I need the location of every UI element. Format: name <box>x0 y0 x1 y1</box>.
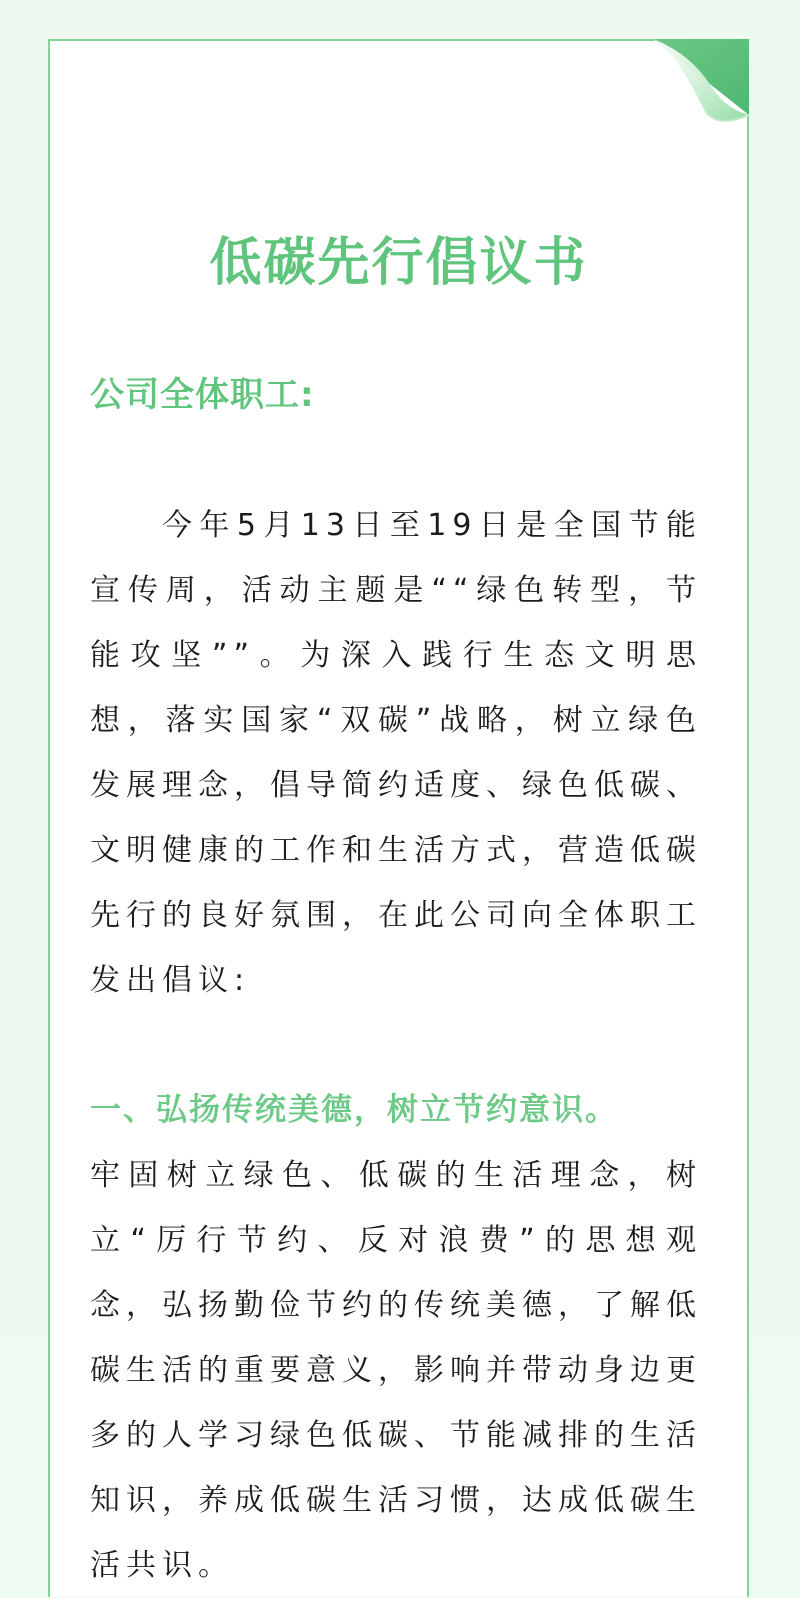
document-title: 低碳先行倡议书 <box>209 233 588 293</box>
letter-paper <box>48 39 749 1597</box>
section-paragraph: 牢固树立绿色、低碳的生活理念，树立“厉行节约、反对浪费”的思想观念，弘扬勤俭节约的传统美德，了解低碳生活的重要意义，影响并带动身边更多的人学习绿色低碳、节能减排的生活知识，养成低碳生活习惯，达成低碳生活共识。 <box>90 1158 702 1583</box>
salutation: 公司全体职工: <box>90 375 315 415</box>
section-heading: 一、弘扬传统美德，树立节约意识。 <box>90 1092 618 1128</box>
intro-paragraph: 今年5月13日至19日是全国节能宣传周，活动主题是““绿色转型，节能攻坚””。为深入践行生态文明思想，落实国家“双碳”战略，树立绿色发展理念，倡导简约适度、绿色低碳、文明健康的工作和生活方式，营造低碳先行的良好氛围，在此公司向全体职工发出倡议: <box>90 508 702 998</box>
page-curl-icon <box>639 39 749 129</box>
